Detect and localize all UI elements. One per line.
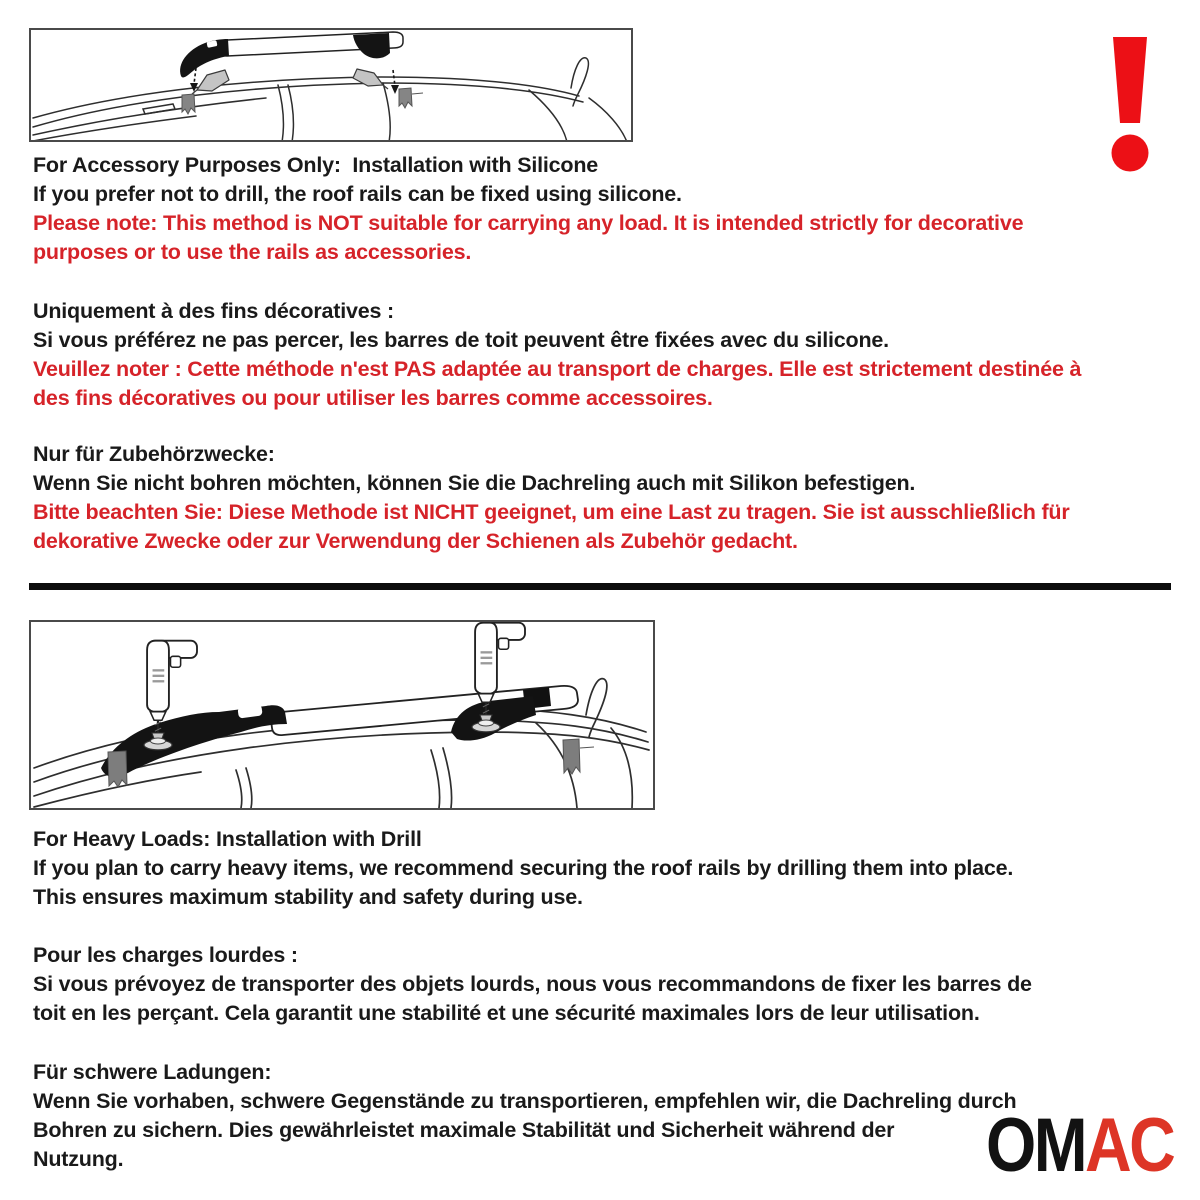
drill-en-body-1: If you plan to carry heavy items, we recommend securing the roof rails by drilling them into place.	[33, 856, 1014, 880]
illustration-box-silicone	[29, 28, 633, 142]
silicone-en-warning-1: Please note: This method is NOT suitable for carrying any load. It is intended strictly for decorative	[33, 211, 1024, 235]
warning-exclamation-icon	[1110, 37, 1150, 173]
text-block-drill-fr	[33, 941, 1032, 1028]
drill-de-body-3: Nutzung.	[33, 1147, 124, 1171]
omac-logo	[986, 1103, 1174, 1188]
text-block-silicone-en	[33, 151, 1023, 267]
silicone-de-body: Wenn Sie nicht bohren möchten, können Sie die Dachreling auch mit Silikon befestigen.	[33, 471, 916, 495]
silicone-de-warning-2: dekorative Zwecke oder zur Verwendung der Schienen als Zubehör gedacht.	[33, 529, 798, 553]
silicone-fr-body: Si vous préférez ne pas percer, les barres de toit peuvent être fixées avec du silicone.	[33, 328, 889, 352]
silicone-fr-warning-2: des fins décoratives ou pour utiliser les barres comme accessoires.	[33, 386, 713, 410]
logo-text-red: AC	[1084, 1103, 1174, 1188]
drill-installation-diagram	[31, 622, 653, 808]
silicone-fr-warning-1: Veuillez noter : Cette méthode n'est PAS adaptée au transport de charges. Elle est strictement destinée à	[33, 357, 1082, 381]
section-divider	[29, 583, 1171, 590]
text-block-silicone-fr	[33, 297, 1081, 413]
silicone-fr-title: Uniquement à des fins décoratives :	[33, 299, 394, 323]
text-block-drill-en	[33, 825, 1013, 912]
drill-de-body-2: Bohren zu sichern. Dies gewährleistet maximale Stabilität und Sicherheit während der	[33, 1118, 895, 1142]
drill-fr-body-1: Si vous prévoyez de transporter des objets lourds, nous vous recommandons de fixer les barres de	[33, 972, 1032, 996]
silicone-de-warning-1: Bitte beachten Sie: Diese Methode ist NICHT geeignet, um eine Last zu tragen. Sie ist ausschließlich für	[33, 500, 1070, 524]
car-outline	[33, 58, 627, 140]
drill-en-title: For Heavy Loads: Installation with Drill	[33, 827, 422, 851]
drill-en-body-2: This ensures maximum stability and safety during use.	[33, 885, 583, 909]
drill-fr-title: Pour les charges lourdes :	[33, 943, 298, 967]
silicone-en-warning-2: purposes or to use the rails as accessories.	[33, 240, 472, 264]
drill-de-title: Für schwere Ladungen:	[33, 1060, 272, 1084]
drill-de-body-1: Wenn Sie vorhaben, schwere Gegenstände zu transportieren, empfehlen wir, die Dachreling durch	[33, 1089, 1017, 1113]
text-block-silicone-de	[33, 440, 1070, 556]
silicone-en-title: For Accessory Purposes Only: Installation with Silicone	[33, 153, 599, 177]
roof-rail	[180, 32, 403, 77]
silicone-de-title: Nur für Zubehörzwecke:	[33, 442, 275, 466]
text-block-drill-de	[33, 1058, 1016, 1174]
drill-fr-body-2: toit en les perçant. Cela garantit une stabilité et une sécurité maximales lors de leur utilisation.	[33, 1001, 980, 1025]
logo-text-black: OM	[986, 1103, 1085, 1188]
silicone-application-diagram	[31, 30, 631, 140]
illustration-box-drill	[29, 620, 655, 810]
silicone-en-body: If you prefer not to drill, the roof rails can be fixed using silicone.	[33, 182, 682, 206]
